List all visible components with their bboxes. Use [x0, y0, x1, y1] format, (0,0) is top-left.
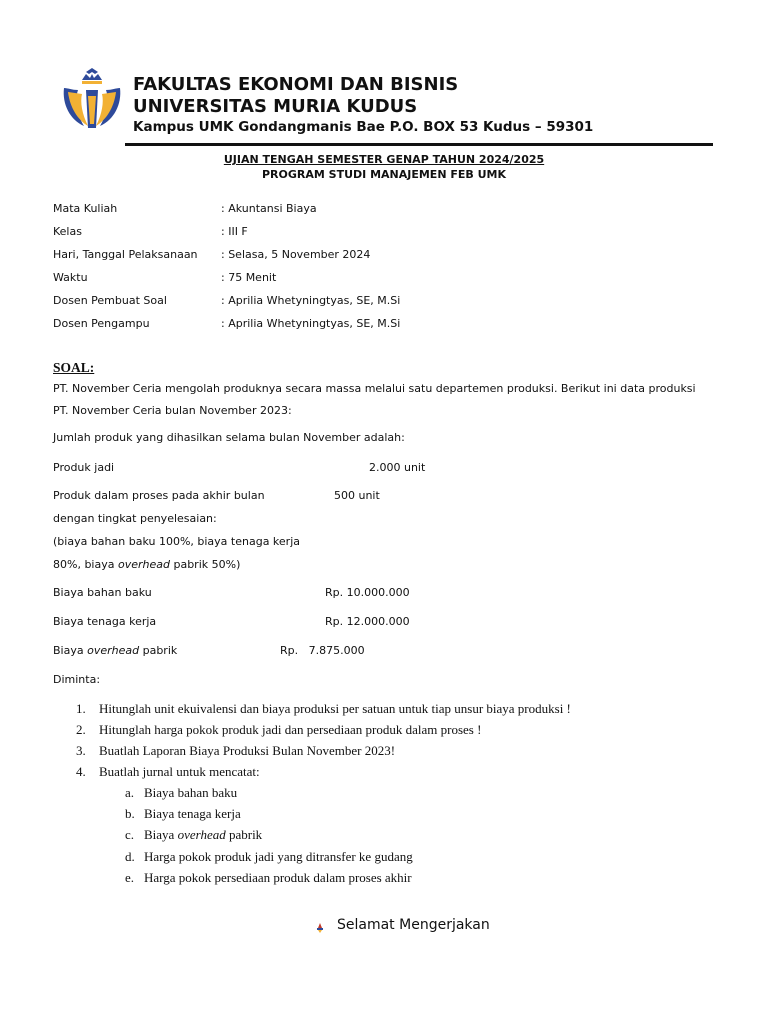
campus-address: Kampus UMK Gondangmanis Bae P.O. BOX 53 Kudus – 59301 [133, 119, 594, 135]
info-value: : 75 Menit [221, 271, 277, 284]
university-name: UNIVERSITAS MURIA KUDUS [133, 96, 418, 117]
info-label: Kelas [53, 225, 82, 238]
wip-value: 500 unit [334, 489, 380, 502]
program-title: PROGRAM STUDI MANAJEMEN FEB UMK [261, 168, 506, 181]
finished-goods-label: Produk jadi [53, 461, 115, 474]
sub-item-letter: a. [125, 785, 135, 800]
sub-item-text: Harga pokok persediaan produk dalam proses akhir [144, 870, 412, 885]
soal-heading: SOAL: [53, 360, 95, 375]
info-label: Dosen Pengampu [53, 317, 150, 330]
info-value: : Akuntansi Biaya [221, 202, 317, 215]
finished-goods-value: 2.000 unit [369, 461, 426, 474]
sub-item-text: Biaya overhead pabrik [144, 827, 263, 842]
question-number: 2. [76, 722, 86, 737]
question-text: Hitunglah harga pokok produk jadi dan persediaan produk dalam proses ! [99, 722, 482, 737]
exam-title: UJIAN TENGAH SEMESTER GENAP TAHUN 2024/2025 [223, 153, 545, 166]
completion-detail: 80%, biaya overhead pabrik 50%) [53, 558, 241, 571]
material-cost-value: Rp. 10.000.000 [325, 586, 410, 599]
university-logo [60, 68, 124, 138]
material-cost-label: Biaya bahan baku [53, 586, 152, 599]
question-number: 4. [76, 764, 86, 779]
info-label: Waktu [53, 271, 88, 284]
overhead-cost-value: Rp. 7.875.000 [280, 644, 365, 657]
sub-item-letter: b. [125, 806, 135, 821]
info-label: Mata Kuliah [53, 202, 118, 215]
completion-label: dengan tingkat penyelesaian: [53, 512, 217, 525]
sub-item-text: Biaya tenaga kerja [144, 806, 241, 821]
closing-message: Selamat Mengerjakan [337, 917, 490, 933]
completion-detail: (biaya bahan baku 100%, biaya tenaga kerja [53, 535, 300, 548]
info-value: : Aprilia Whetyningtyas, SE, M.Si [221, 317, 401, 330]
intro-text: PT. November Ceria bulan November 2023: [53, 404, 292, 417]
sub-item-text: Harga pokok produk jadi yang ditransfer ke gudang [144, 849, 413, 864]
production-intro: Jumlah produk yang dihasilkan selama bulan November adalah: [53, 431, 405, 444]
info-label: Hari, Tanggal Pelaksanaan [53, 248, 198, 261]
info-value: : Aprilia Whetyningtyas, SE, M.Si [221, 294, 401, 307]
sub-item-text: Biaya bahan baku [144, 785, 238, 800]
info-value: : Selasa, 5 November 2024 [221, 248, 371, 261]
faculty-name: FAKULTAS EKONOMI DAN BISNIS [133, 74, 459, 95]
question-number: 3. [76, 743, 86, 758]
labor-cost-label: Biaya tenaga kerja [53, 615, 157, 628]
wip-label: Produk dalam proses pada akhir bulan [53, 489, 265, 502]
sub-item-letter: d. [125, 849, 135, 864]
header-divider [125, 143, 713, 146]
sub-item-letter: e. [125, 870, 135, 885]
question-number: 1. [76, 701, 86, 716]
pointer-bullet-icon [314, 921, 326, 933]
question-text: Buatlah Laporan Biaya Produksi Bulan November 2023! [99, 743, 396, 758]
intro-text: PT. November Ceria mengolah produknya secara massa melalui satu departemen produksi. Berikut ini data produksi [53, 382, 696, 395]
info-value: : III F [221, 225, 248, 238]
sub-item-letter: c. [125, 827, 135, 842]
question-text: Hitunglah unit ekuivalensi dan biaya produksi per satuan untuk tiap unsur biaya produksi ! [99, 701, 571, 716]
requested-label: Diminta: [53, 673, 101, 686]
labor-cost-value: Rp. 12.000.000 [325, 615, 410, 628]
overhead-cost-label: Biaya overhead pabrik [53, 644, 178, 657]
question-text: Buatlah jurnal untuk mencatat: [99, 764, 260, 779]
info-label: Dosen Pembuat Soal [53, 294, 167, 307]
